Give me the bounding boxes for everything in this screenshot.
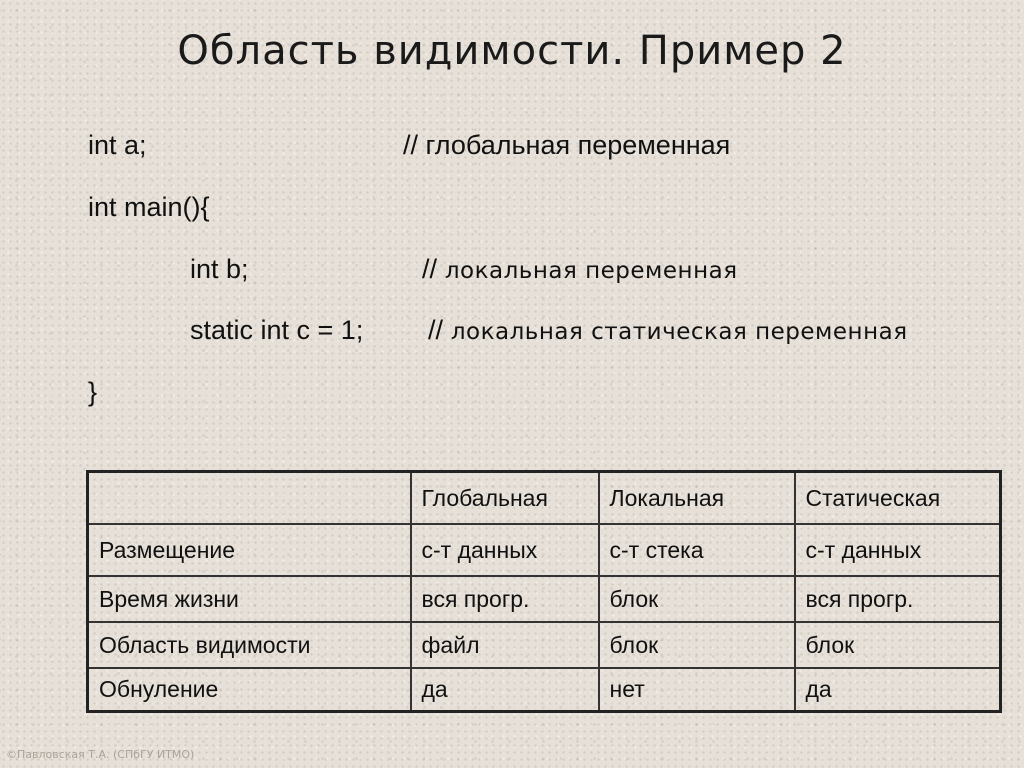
comment-slashes: //: [428, 315, 444, 345]
table-header-row: [88, 472, 1001, 525]
table-cell: да: [795, 668, 1001, 712]
table-cell: блок: [599, 622, 795, 668]
table-cell: с-т данных: [795, 524, 1001, 576]
table-row: [88, 668, 1001, 712]
comment-slashes: //: [422, 254, 438, 284]
comparison-table: [86, 470, 1002, 713]
table-cell: блок: [599, 576, 795, 622]
table-cell: Обнуление: [88, 668, 411, 712]
table-header-cell: Локальная: [599, 472, 795, 525]
slide-title: Область видимости. Пример 2: [177, 28, 847, 74]
comment-local: [422, 254, 738, 285]
table-cell: Размещение: [88, 524, 411, 576]
comment-text: локальная переменная: [437, 258, 738, 284]
table-row: [88, 622, 1001, 668]
code-line-main: int main(){: [88, 192, 210, 222]
copyright-footer: ©Павловская Т.А. (СПбГУ ИТМО): [6, 748, 195, 761]
code-line-close-brace: }: [88, 377, 98, 407]
table-header-cell: Статическая: [795, 472, 1001, 525]
table-cell: файл: [411, 622, 599, 668]
table-cell: блок: [795, 622, 1001, 668]
table-cell: вся прогр.: [411, 576, 599, 622]
table-row: [88, 524, 1001, 576]
table-cell: с-т стека: [599, 524, 795, 576]
table-cell: Область видимости: [88, 622, 411, 668]
comment-text: локальная статическая переменная: [443, 319, 908, 345]
comment-global: [403, 130, 730, 161]
table-cell: нет: [599, 668, 795, 712]
code-line-global-decl: int a;: [88, 130, 147, 160]
table-cell: да: [411, 668, 599, 712]
table-cell: вся прогр.: [795, 576, 1001, 622]
table-cell: Время жизни: [88, 576, 411, 622]
comment-text: глобальная переменная: [418, 130, 731, 160]
comment-static: [428, 315, 908, 346]
comment-slashes: //: [403, 130, 419, 160]
table-row: [88, 576, 1001, 622]
code-line-local-decl: int b;: [190, 254, 249, 284]
code-line-static-decl: static int c = 1;: [190, 315, 364, 345]
table-header-cell: [88, 472, 411, 525]
table-header-cell: Глобальная: [411, 472, 599, 525]
table-cell: с-т данных: [411, 524, 599, 576]
